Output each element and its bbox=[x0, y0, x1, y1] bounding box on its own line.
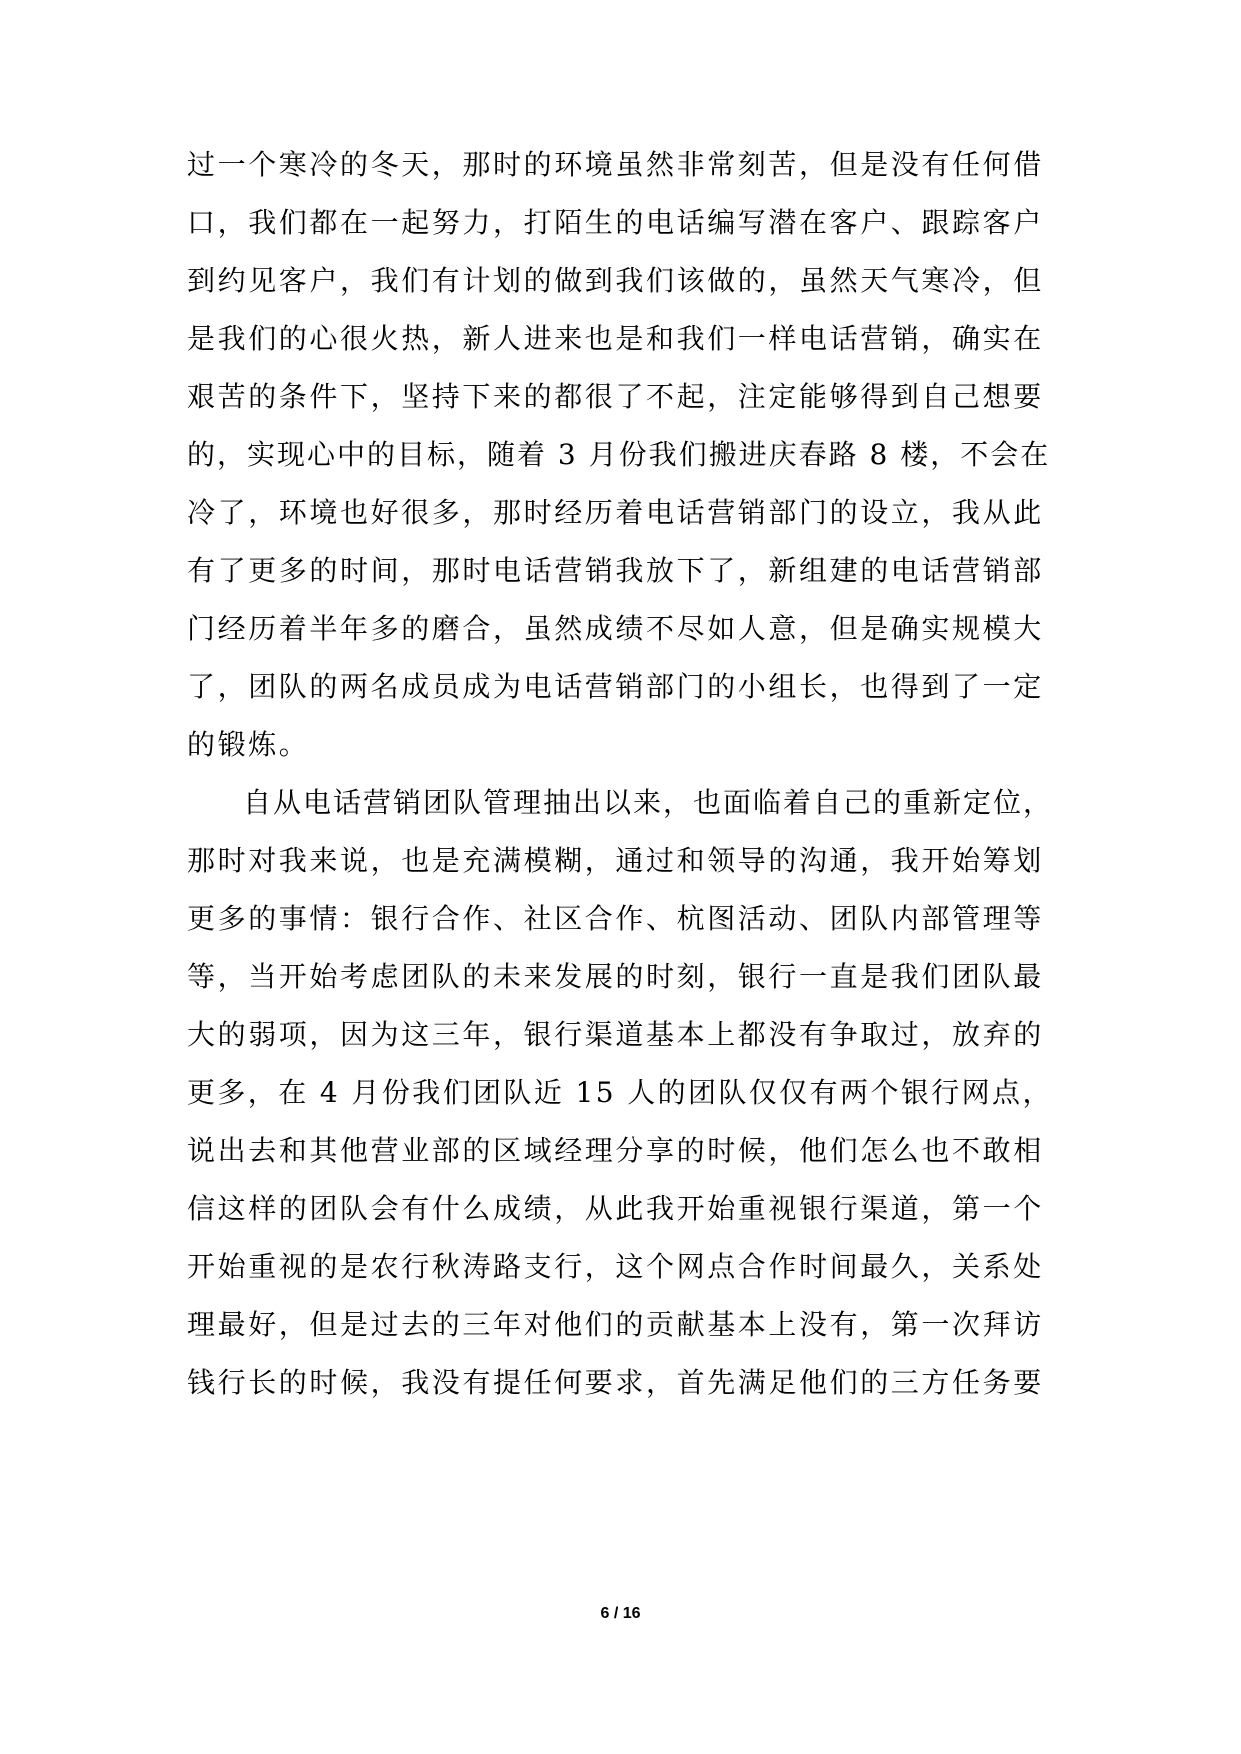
text-line: 冷了，环境也好很多，那时经历着电话营销部门的设立，我从此 bbox=[187, 496, 1044, 529]
text-line: 自从电话营销团队管理抽出以来，也面临着自己的重新定位， bbox=[243, 786, 1054, 819]
text-line: 信这样的团队会有什么成绩，从此我开始重视银行渠道，第一个 bbox=[187, 1192, 1044, 1225]
text-line: 更多，在 4 月份我们团队近 15 人的团队仅仅有两个银行网点， bbox=[187, 1076, 1053, 1109]
text-line: 那时对我来说，也是充满模糊，通过和领导的沟通，我开始筹划 bbox=[187, 844, 1044, 877]
text-line: 有了更多的时间，那时电话营销我放下了，新组建的电话营销部 bbox=[187, 554, 1044, 587]
text-line: 钱行长的时候，我没有提任何要求，首先满足他们的三方任务要 bbox=[187, 1366, 1044, 1399]
text-line: 等，当开始考虑团队的未来发展的时刻，银行一直是我们团队最 bbox=[187, 960, 1044, 993]
text-line: 过一个寒冷的冬天，那时的环境虽然非常刻苦，但是没有任何借 bbox=[187, 148, 1044, 181]
page-number: 6 / 16 bbox=[600, 1605, 641, 1622]
text-line: 的，实现心中的目标，随着 3 月份我们搬进庆春路 8 楼，不会在 bbox=[187, 438, 1051, 471]
text-line: 是我们的心很火热，新人进来也是和我们一样电话营销，确实在 bbox=[187, 322, 1044, 355]
text-line: 到约见客户，我们有计划的做到我们该做的，虽然天气寒冷，但 bbox=[187, 264, 1044, 297]
text-line: 了，团队的两名成员成为电话营销部门的小组长，也得到了一定 bbox=[187, 670, 1044, 703]
text-line: 理最好，但是过去的三年对他们的贡献基本上没有，第一次拜访 bbox=[187, 1308, 1044, 1341]
text-line: 开始重视的是农行秋涛路支行，这个网点合作时间最久，关系处 bbox=[187, 1250, 1044, 1283]
text-line: 的锻炼。 bbox=[187, 728, 310, 761]
text-line: 门经历着半年多的磨合，虽然成绩不尽如人意，但是确实规模大 bbox=[187, 612, 1044, 645]
text-line: 艰苦的条件下，坚持下来的都很了不起，注定能够得到自己想要 bbox=[187, 380, 1044, 413]
text-line: 口，我们都在一起努力，打陌生的电话编写潜在客户、跟踪客户 bbox=[187, 206, 1044, 239]
text-line: 大的弱项，因为这三年，银行渠道基本上都没有争取过，放弃的 bbox=[187, 1018, 1044, 1051]
text-line: 更多的事情：银行合作、社区合作、杭图活动、团队内部管理等 bbox=[187, 902, 1044, 935]
text-line: 说出去和其他营业部的区域经理分享的时候，他们怎么也不敢相 bbox=[187, 1134, 1044, 1167]
